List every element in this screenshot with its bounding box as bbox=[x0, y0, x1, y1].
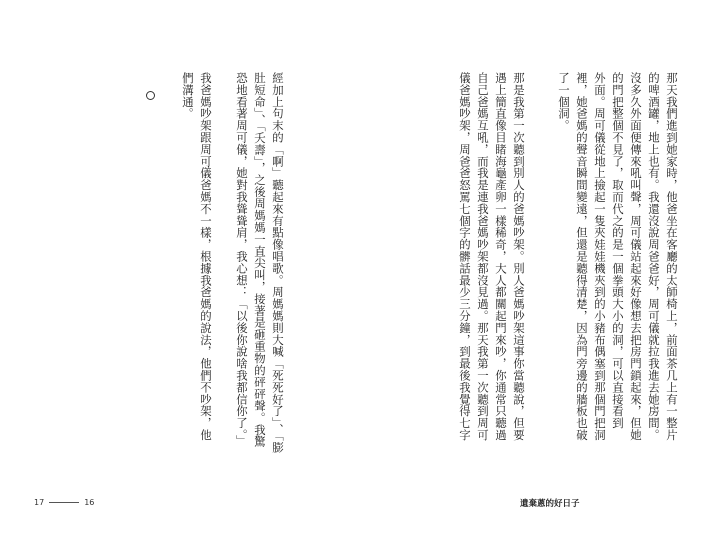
text-column: 經加上句末的「啊」聽起來有點像唱歌。周媽媽則大喊「死死好了」、「膨 bbox=[271, 72, 285, 454]
text-column: 的啤酒罐，地上也有。我還沒說周爸爸好，周可儀就拉我進去她房間。 bbox=[647, 72, 661, 441]
text-column: 恐地看著周可儀，她對我聳聳肩，我心想：「以後你說啥我都信你了。」 bbox=[235, 72, 249, 448]
text-column: 們溝通。 bbox=[181, 72, 195, 120]
text-column: 了一個洞。 bbox=[557, 72, 571, 132]
text-column: 外面。周可儀從地上撿起一隻夾娃娃機夾到的小豬布偶塞到那個門把洞 bbox=[593, 72, 607, 441]
text-column: 我爸媽吵架跟周可儀爸媽不一樣，根據我爸媽的說法，他們不吵架，他 bbox=[199, 72, 213, 441]
page-folio bbox=[34, 498, 94, 507]
text-column: 自己爸媽互吼，而我是連我爸媽吵架都沒見過。那天我第一次聽到周可 bbox=[476, 72, 490, 441]
page-number-right: 16 bbox=[84, 498, 95, 507]
text-column: 沒多久外面便傳來吼叫聲，周可儀站起來好像想去把房門鎖起來，但她 bbox=[629, 72, 643, 441]
text-column: 裡，她爸媽的聲音瞬間變遠，但還是聽得清楚，因為門旁邊的牆板也破 bbox=[575, 72, 589, 441]
text-column: 的門把整個不見了，取而代之的是一個拳頭大小的洞，可以直接看到 bbox=[611, 72, 625, 429]
text-column: 那是我第一次聽到別人的爸媽吵架。別人爸媽吵架這事你當聽說，但要 bbox=[512, 72, 526, 441]
folio-divider bbox=[49, 502, 79, 503]
running-title: 遺棄蔥的好日子 bbox=[520, 499, 580, 509]
page-number-left: 17 bbox=[34, 498, 45, 507]
hollow-circle-icon bbox=[146, 91, 155, 100]
text-column: 儀爸媽吵架，周爸爸怒罵七個字的髒話最少三分鐘，到最後我覺得七字 bbox=[458, 72, 472, 441]
text-column: 那天我們進到她家時，他爸坐在客廳的太師椅上，前面茶几上有一整片 bbox=[665, 72, 679, 441]
text-column: 肚短命」、「夭壽」，之後周媽媽一直尖叫，接著是砸重物的砰砰聲。我驚 bbox=[253, 72, 267, 448]
text-column: 遇上簡直像目睹海龜產卵一樣稀奇，大人都關起門來吵，你通常只聽過 bbox=[494, 72, 508, 441]
